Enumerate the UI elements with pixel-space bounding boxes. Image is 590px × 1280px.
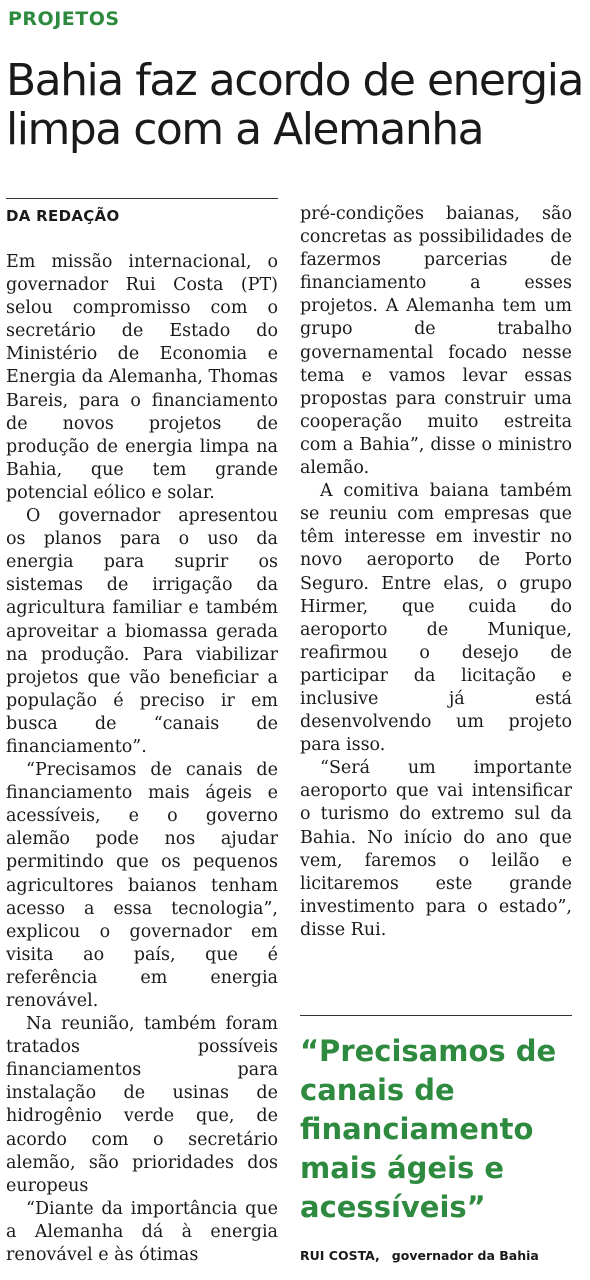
paragraph: “Será um importante aeroporto que vai intensificar o turismo do extremo sul da Bahia. No início do ano que vem, faremos o leilão e licitaremos este grande investimento para o estado”, disse Rui. (300, 758, 572, 940)
pull-quote-rule (300, 1015, 572, 1016)
byline-rule (6, 198, 278, 199)
paragraph: pré-condições baianas, são concretas as possibilidades de fazermos parcerias de financiamento a esses projetos. A Alemanha tem um grupo de trabalho governamental focado nesse tema e vamos levar essas propostas para construir uma cooperação muito estreita com a Bahia”, disse o ministro alemão. (300, 204, 572, 479)
headline: Bahia faz acordo de energia limpa com a Alemanha (6, 55, 583, 155)
paragraph: “Diante da importância que a Alemanha dá à energia renovável e às ótimas (6, 1198, 278, 1266)
paragraph: Na reunião, também foram tratados possíveis financiamentos para instalação de usinas de hidrogênio verde que, de acordo com o secretário alemão, são prioridades dos europeus (6, 1014, 278, 1196)
credit-role: governador da Bahia (391, 1248, 539, 1263)
paragraph: Em missão internacional, o governador Rui Costa (PT) selou compromisso com o secretário de Estado do Ministério de Economia e Energia da Alemanha, Thomas Bareis, para o financiamento de novos projetos de produção de energia limpa na Bahia, que tem grande potencial eólico e solar. (6, 252, 278, 503)
article-column-left (6, 198, 278, 1267)
paragraph: “Precisamos de canais de financiamento mais ágeis e acessíveis, e o governo alemão pode nos ajudar permitindo que os pequenos agricultores baianos tenham acesso a essa tecnologia”, explicou o governador em visita ao país, que é referência em energia renovável. (6, 760, 278, 1011)
section-label: PROJETOS (8, 8, 120, 30)
pull-quote: “Precisamos de canais de financiamento mais ágeis e acessíveis” (300, 1034, 557, 1224)
quote-credit (300, 1248, 580, 1263)
paragraph: O governador apresentou os planos para o uso da energia para suprir os sistemas de irrigação da agricultura familiar e também aproveitar a biomassa gerada na produção. Para viabilizar projetos que vão beneficiar a população é preciso ir em busca de “canais de financiamento”. (6, 506, 278, 757)
byline: DA REDAÇÃO (6, 207, 120, 225)
article-column-right (300, 203, 572, 942)
credit-name: RUI COSTA, (300, 1248, 380, 1263)
paragraph: A comitiva baiana também se reuniu com empresas que têm interesse em investir no novo aeroporto de Porto Seguro. Entre elas, o grupo Hirmer, que cuida do aeroporto de Munique, reafirmou o desejo de participar da licitação e inclusive já está desenvolvendo um projeto para isso. (300, 481, 572, 756)
